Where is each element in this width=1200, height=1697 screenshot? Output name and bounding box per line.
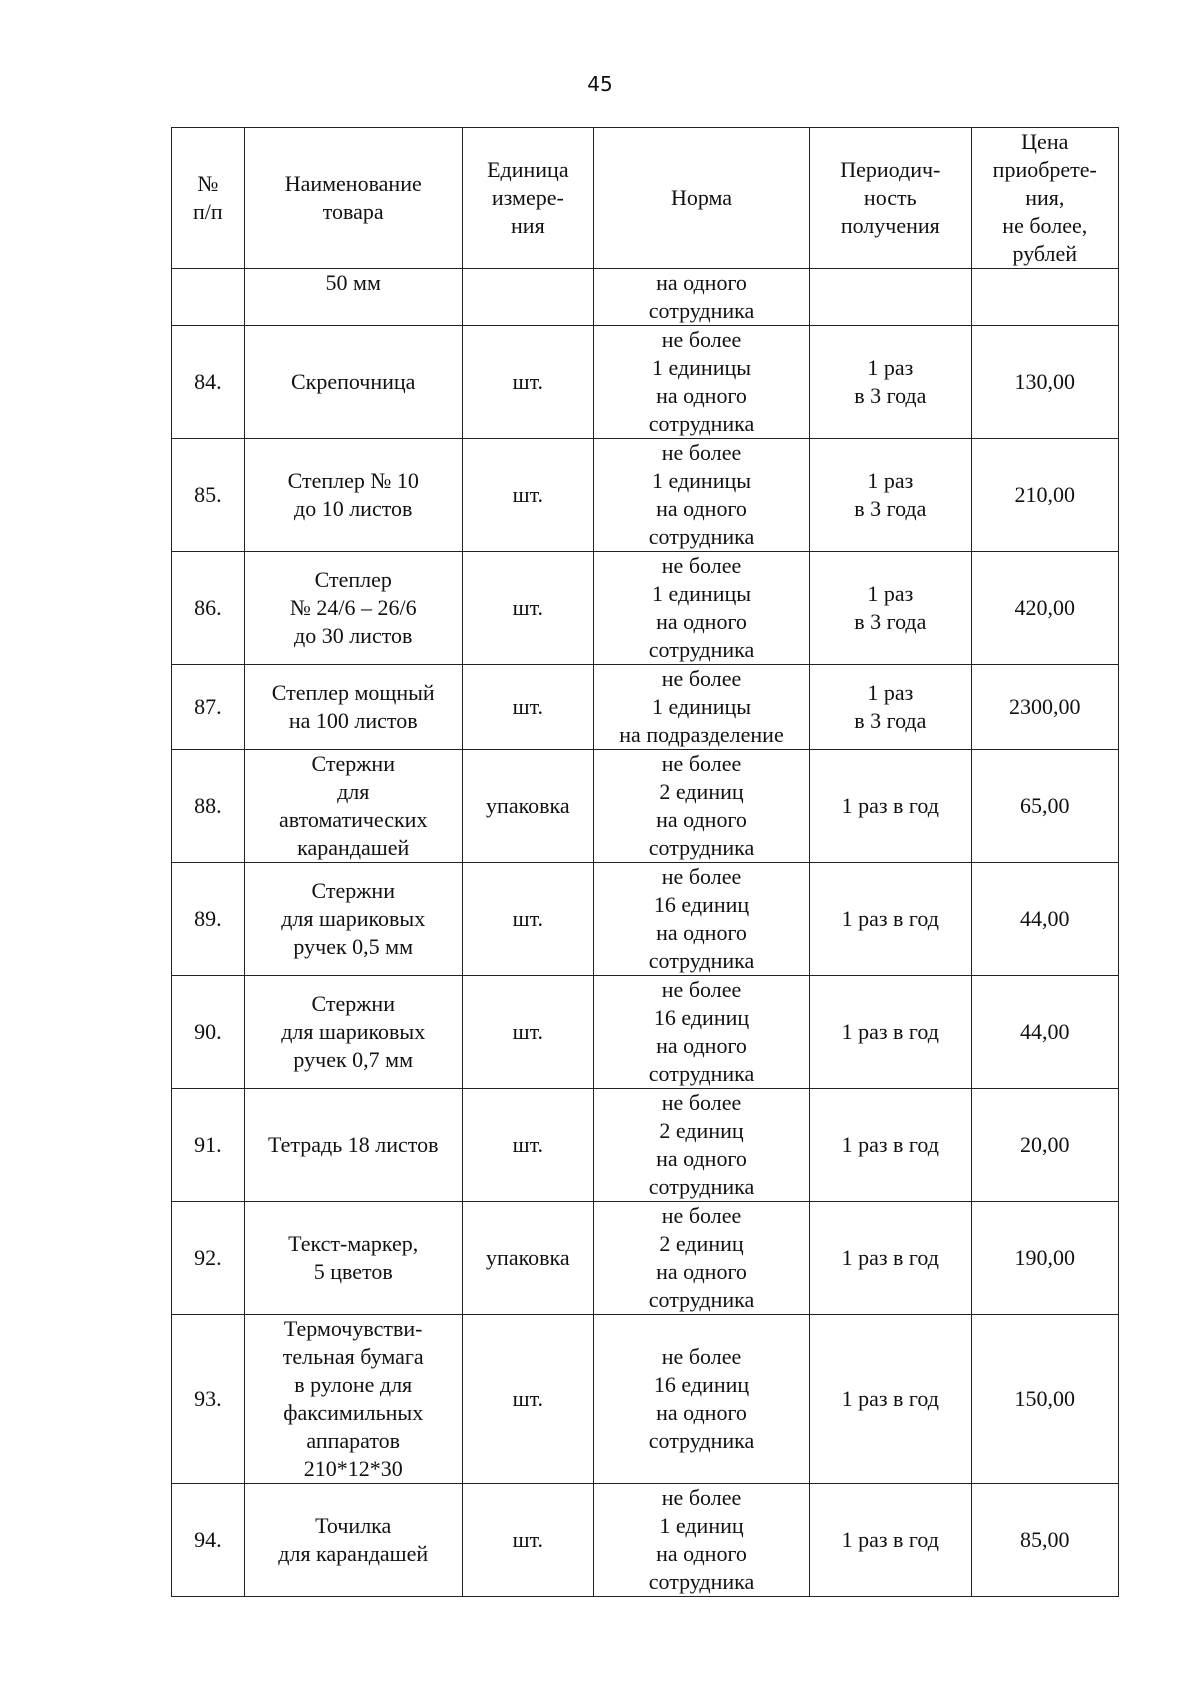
item-name-cell: Скрепочница xyxy=(244,326,462,439)
price-cell: 420,00 xyxy=(971,552,1118,665)
norm-cell: не более 16 единиц на одного сотрудника xyxy=(593,1315,809,1484)
item-name-cell: Степлер мощный на 100 листов xyxy=(244,665,462,750)
unit-cell: шт. xyxy=(462,439,593,552)
header-number: № п/п xyxy=(172,128,245,269)
norm-cell: не более 16 единиц на одного сотрудника xyxy=(593,976,809,1089)
header-norm: Норма xyxy=(593,128,809,269)
unit-cell: шт. xyxy=(462,1089,593,1202)
row-number-cell: 94. xyxy=(172,1484,245,1597)
table-row xyxy=(172,665,1119,750)
item-name-cell: Термочувстви- тельная бумага в рулоне для факсимильных аппаратов 210*12*30 xyxy=(244,1315,462,1484)
period-cell: 1 раз в год xyxy=(810,1484,972,1597)
table-row xyxy=(172,750,1119,863)
unit-cell: упаковка xyxy=(462,1202,593,1315)
table-row xyxy=(172,552,1119,665)
row-number-cell: 85. xyxy=(172,439,245,552)
unit-cell xyxy=(462,269,593,326)
table-row xyxy=(172,1315,1119,1484)
norm-cell: не более 1 единицы на одного сотрудника xyxy=(593,439,809,552)
table-body xyxy=(172,269,1119,1597)
item-name-cell: 50 мм xyxy=(244,269,462,326)
price-cell: 20,00 xyxy=(971,1089,1118,1202)
price-cell xyxy=(971,269,1118,326)
row-number-cell: 90. xyxy=(172,976,245,1089)
row-number-cell: 89. xyxy=(172,863,245,976)
table-row xyxy=(172,269,1119,326)
price-cell: 44,00 xyxy=(971,976,1118,1089)
period-cell: 1 раз в 3 года xyxy=(810,665,972,750)
norm-cell: не более 16 единиц на одного сотрудника xyxy=(593,863,809,976)
header-item-name: Наименование товара xyxy=(244,128,462,269)
item-name-cell: Тетрадь 18 листов xyxy=(244,1089,462,1202)
row-number-cell: 88. xyxy=(172,750,245,863)
table-row xyxy=(172,439,1119,552)
item-name-cell: Текст-маркер, 5 цветов xyxy=(244,1202,462,1315)
period-cell: 1 раз в 3 года xyxy=(810,552,972,665)
item-name-cell: Стержни для шариковых ручек 0,5 мм xyxy=(244,863,462,976)
unit-cell: шт. xyxy=(462,326,593,439)
price-cell: 2300,00 xyxy=(971,665,1118,750)
norm-cell: не более 2 единиц на одного сотрудника xyxy=(593,1202,809,1315)
norm-cell: не более 1 единицы на одного сотрудника xyxy=(593,552,809,665)
header-period: Периодич- ность получения xyxy=(810,128,972,269)
row-number-cell: 84. xyxy=(172,326,245,439)
row-number-cell: 92. xyxy=(172,1202,245,1315)
norm-cell: не более 2 единиц на одного сотрудника xyxy=(593,750,809,863)
row-number-cell: 87. xyxy=(172,665,245,750)
period-cell: 1 раз в год xyxy=(810,750,972,863)
period-cell: 1 раз в 3 года xyxy=(810,326,972,439)
price-cell: 150,00 xyxy=(971,1315,1118,1484)
item-name-cell: Стержни для шариковых ручек 0,7 мм xyxy=(244,976,462,1089)
table-row xyxy=(172,863,1119,976)
item-name-cell: Степлер № 24/6 – 26/6 до 30 листов xyxy=(244,552,462,665)
table-row xyxy=(172,1202,1119,1315)
price-cell: 190,00 xyxy=(971,1202,1118,1315)
price-cell: 65,00 xyxy=(971,750,1118,863)
norm-cell: не более 2 единиц на одного сотрудника xyxy=(593,1089,809,1202)
norm-cell: не более 1 единицы на подразделение xyxy=(593,665,809,750)
unit-cell: шт. xyxy=(462,1315,593,1484)
price-cell: 44,00 xyxy=(971,863,1118,976)
unit-cell: шт. xyxy=(462,1484,593,1597)
header-unit: Единица измере- ния xyxy=(462,128,593,269)
item-name-cell: Степлер № 10 до 10 листов xyxy=(244,439,462,552)
price-cell: 210,00 xyxy=(971,439,1118,552)
period-cell: 1 раз в год xyxy=(810,1089,972,1202)
unit-cell: упаковка xyxy=(462,750,593,863)
norm-cell: на одного сотрудника xyxy=(593,269,809,326)
table-row xyxy=(172,326,1119,439)
table-row xyxy=(172,1484,1119,1597)
period-cell xyxy=(810,269,972,326)
item-name-cell: Стержни для автоматических карандашей xyxy=(244,750,462,863)
page-number: 45 xyxy=(587,72,613,96)
period-cell: 1 раз в год xyxy=(810,863,972,976)
table-header-row xyxy=(172,128,1119,269)
unit-cell: шт. xyxy=(462,552,593,665)
row-number-cell: 93. xyxy=(172,1315,245,1484)
period-cell: 1 раз в год xyxy=(810,1202,972,1315)
period-cell: 1 раз в 3 года xyxy=(810,439,972,552)
table-row xyxy=(172,976,1119,1089)
row-number-cell xyxy=(172,269,245,326)
unit-cell: шт. xyxy=(462,976,593,1089)
header-price: Цена приобрете- ния, не более, рублей xyxy=(971,128,1118,269)
item-name-cell: Точилка для карандашей xyxy=(244,1484,462,1597)
unit-cell: шт. xyxy=(462,665,593,750)
row-number-cell: 91. xyxy=(172,1089,245,1202)
period-cell: 1 раз в год xyxy=(810,1315,972,1484)
supplies-table xyxy=(171,127,1119,1597)
unit-cell: шт. xyxy=(462,863,593,976)
row-number-cell: 86. xyxy=(172,552,245,665)
price-cell: 85,00 xyxy=(971,1484,1118,1597)
norm-cell: не более 1 единицы на одного сотрудника xyxy=(593,326,809,439)
norm-cell: не более 1 единиц на одного сотрудника xyxy=(593,1484,809,1597)
table-row xyxy=(172,1089,1119,1202)
price-cell: 130,00 xyxy=(971,326,1118,439)
period-cell: 1 раз в год xyxy=(810,976,972,1089)
